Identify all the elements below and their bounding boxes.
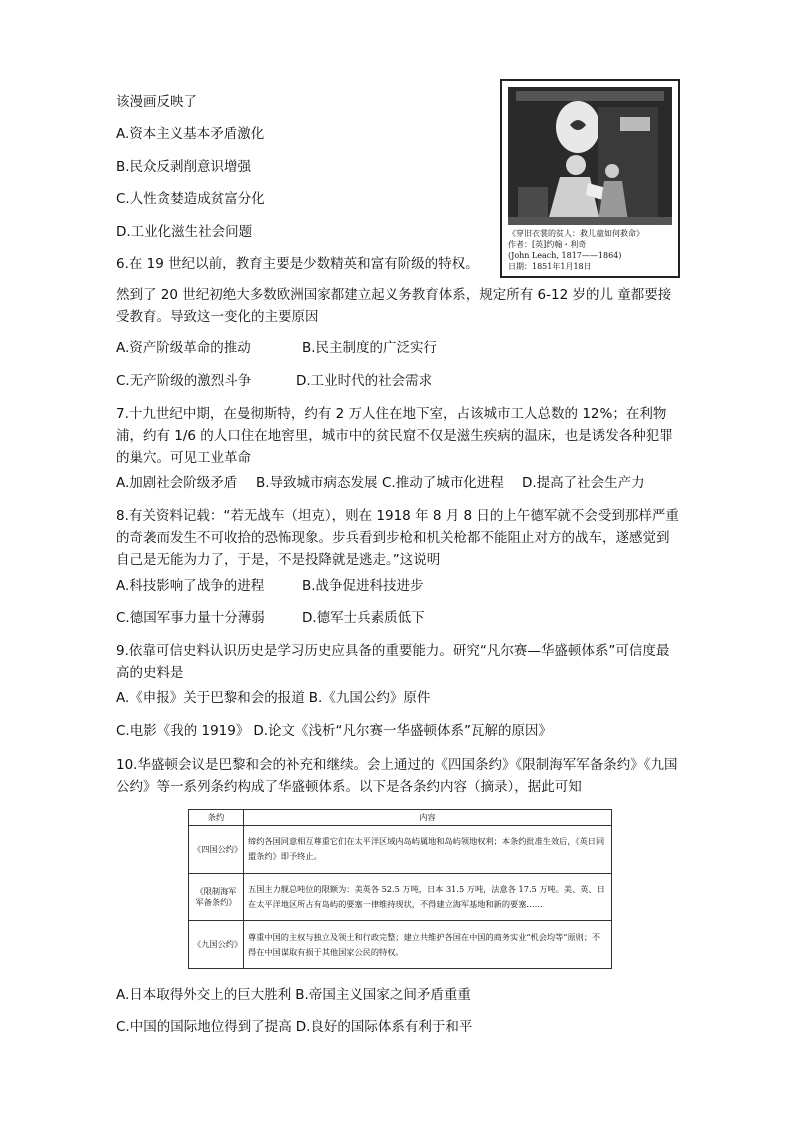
cartoon-illustration	[508, 87, 672, 225]
treaty-name: 《九国公约》	[189, 921, 244, 969]
cartoon-caption-author: 作者：[英]约翰・利奇	[508, 240, 587, 249]
q7-option-d: D.提高了社会生产力	[522, 475, 645, 491]
treaty-content: 五国主力舰总吨位的限额为：美英各 52.5 万吨，日本 31.5 万吨，法意各 17.5 万吨。美、英、日在太平洋地区所占有岛屿的要塞一律维持现状，不得建立海军基地和新的要塞……	[244, 873, 612, 921]
q7-option-c: C.推动了城市化进程	[382, 475, 504, 491]
table-row	[189, 921, 612, 969]
q5-option-d: D.工业化滋生社会问题	[116, 224, 253, 240]
q8-options-row2	[116, 608, 425, 628]
q9-option-b: B.《九国公约》原件	[308, 690, 431, 706]
q7-stem: 7.十九世纪中期，在曼彻斯特，约有 2 万人住在地下室，占该城市工人总数的 12%；在利物浦，约有 1/6 的人口住在地窖里，城市中的贫民窟不仅是滋生疾病的温床，也是诱发各种犯罪的巢穴。可见工业革命	[116, 406, 673, 466]
cartoon-caption	[508, 228, 674, 272]
treaty-content: 尊重中国的主权与独立及领土和行政完整；建立共维护各国在中国的商务实业“机会均等”原则；不得在中国谋取有损于其他国家公民的特权。	[244, 921, 612, 969]
q6-option-c: C.无产阶级的激烈斗争	[116, 373, 252, 389]
treaty-content: 缔约各国同意相互尊重它们在太平洋区域内岛屿属地和岛屿领地权利；本条约批准生效后，《英日同盟条约》即予终止。	[244, 826, 612, 874]
q6-option-a: A.资产阶级革命的推动	[116, 340, 251, 356]
q8-option-c: C.德国军事力量十分薄弱	[116, 610, 265, 626]
table-row	[189, 826, 612, 874]
cartoon-figure	[500, 79, 680, 278]
q8-options-row1	[116, 576, 424, 596]
q8-option-b: B.战争促进科技进步	[302, 578, 424, 594]
treaty-header-content: 内容	[244, 810, 612, 826]
q9-options-row1	[116, 688, 430, 708]
q10-stem: 10.华盛顿会议是巴黎和会的补充和继续。会上通过的《四国条约》《限制海军军备条约》《九国公约》等一系列条约构成了华盛顿体系。以下是各条约内容（摘录），据此可知	[116, 757, 678, 795]
table-row	[189, 873, 612, 921]
cartoon-caption-date: 日期：1851年1月18日	[508, 262, 592, 271]
q5-option-a: A.资本主义基本矛盾激化	[116, 126, 265, 142]
q10-option-a: A.日本取得外交上的巨大胜利	[116, 987, 292, 1003]
q5-stem: 该漫画反映了	[116, 94, 197, 110]
q9-option-d: D.论文《浅析“凡尔赛一华盛顿体系”瓦解的原因》	[253, 723, 553, 739]
q10-option-c: C.中国的国际地位得到了提高	[116, 1019, 292, 1035]
q10-options-row1	[116, 985, 471, 1005]
q6-option-b: B.民主制度的广泛实行	[302, 340, 438, 356]
treaty-table-header	[189, 810, 612, 826]
q9-option-a: A.《申报》关于巴黎和会的报道	[116, 690, 305, 706]
q9-option-c: C.电影《我的 1919》	[116, 723, 250, 739]
q10-option-d: D.良好的国际体系有利于和平	[295, 1019, 473, 1035]
q7-option-a: A.加剧社会阶级矛盾	[116, 475, 238, 491]
q10-options-row2	[116, 1017, 472, 1037]
q8-option-a: A.科技影响了战争的进程	[116, 578, 265, 594]
q10-option-b: B.帝国主义国家之间矛盾重重	[295, 987, 471, 1003]
q6-stem-rest: 然到了 20 世纪初绝大多数欧洲国家都建立起义务教育体系，规定所有 6-12 岁的儿 童都要接受教育。导致这一变化的主要原因	[116, 287, 672, 325]
q9-stem: 9.依靠可信史料认识历史是学习历史应具备的重要能力。研究“凡尔赛—华盛顿体系”可信度最高的史料是	[116, 643, 670, 681]
q5-option-c: C.人性贪婪造成贫富分化	[116, 191, 265, 207]
treaty-table	[188, 809, 612, 969]
q6-options-row1	[116, 338, 437, 358]
q7-options-row	[116, 473, 645, 493]
treaty-name: 《限制海军军备条约》	[189, 873, 244, 921]
q5-option-b: B.民众反剥削意识增强	[116, 159, 252, 175]
q9-options-row2	[116, 721, 552, 741]
q6-option-d: D.工业时代的社会需求	[296, 373, 433, 389]
q6-options-row2	[116, 371, 432, 391]
treaty-name: 《四国公约》	[189, 826, 244, 874]
q7-option-b: B.导致城市病态发展	[256, 475, 378, 491]
treaty-header-name: 条约	[189, 810, 244, 826]
q8-stem: 8.有关资料记载：“若无战车（坦克），则在 1918 年 8 月 8 日的上午德军就不会受到那样严重的奇袭而发生不可收拾的恐怖现象。步兵看到步枪和机关枪都不能阻止对方的战车，遂感觉到自己是无能为力了，于是，不是投降就是逃走。”这说明	[116, 508, 679, 568]
cartoon-caption-author-en: (John Leach, 1817——1864)	[508, 251, 622, 260]
q6-stem-line1: 6.在 19 世纪以前，教育主要是少数精英和富有阶级的特权。	[116, 256, 479, 272]
cartoon-caption-title: 《穿旧衣裳的贫人：救儿童如何救命》	[508, 229, 644, 238]
q8-option-d: D.德军士兵素质低下	[302, 610, 425, 626]
